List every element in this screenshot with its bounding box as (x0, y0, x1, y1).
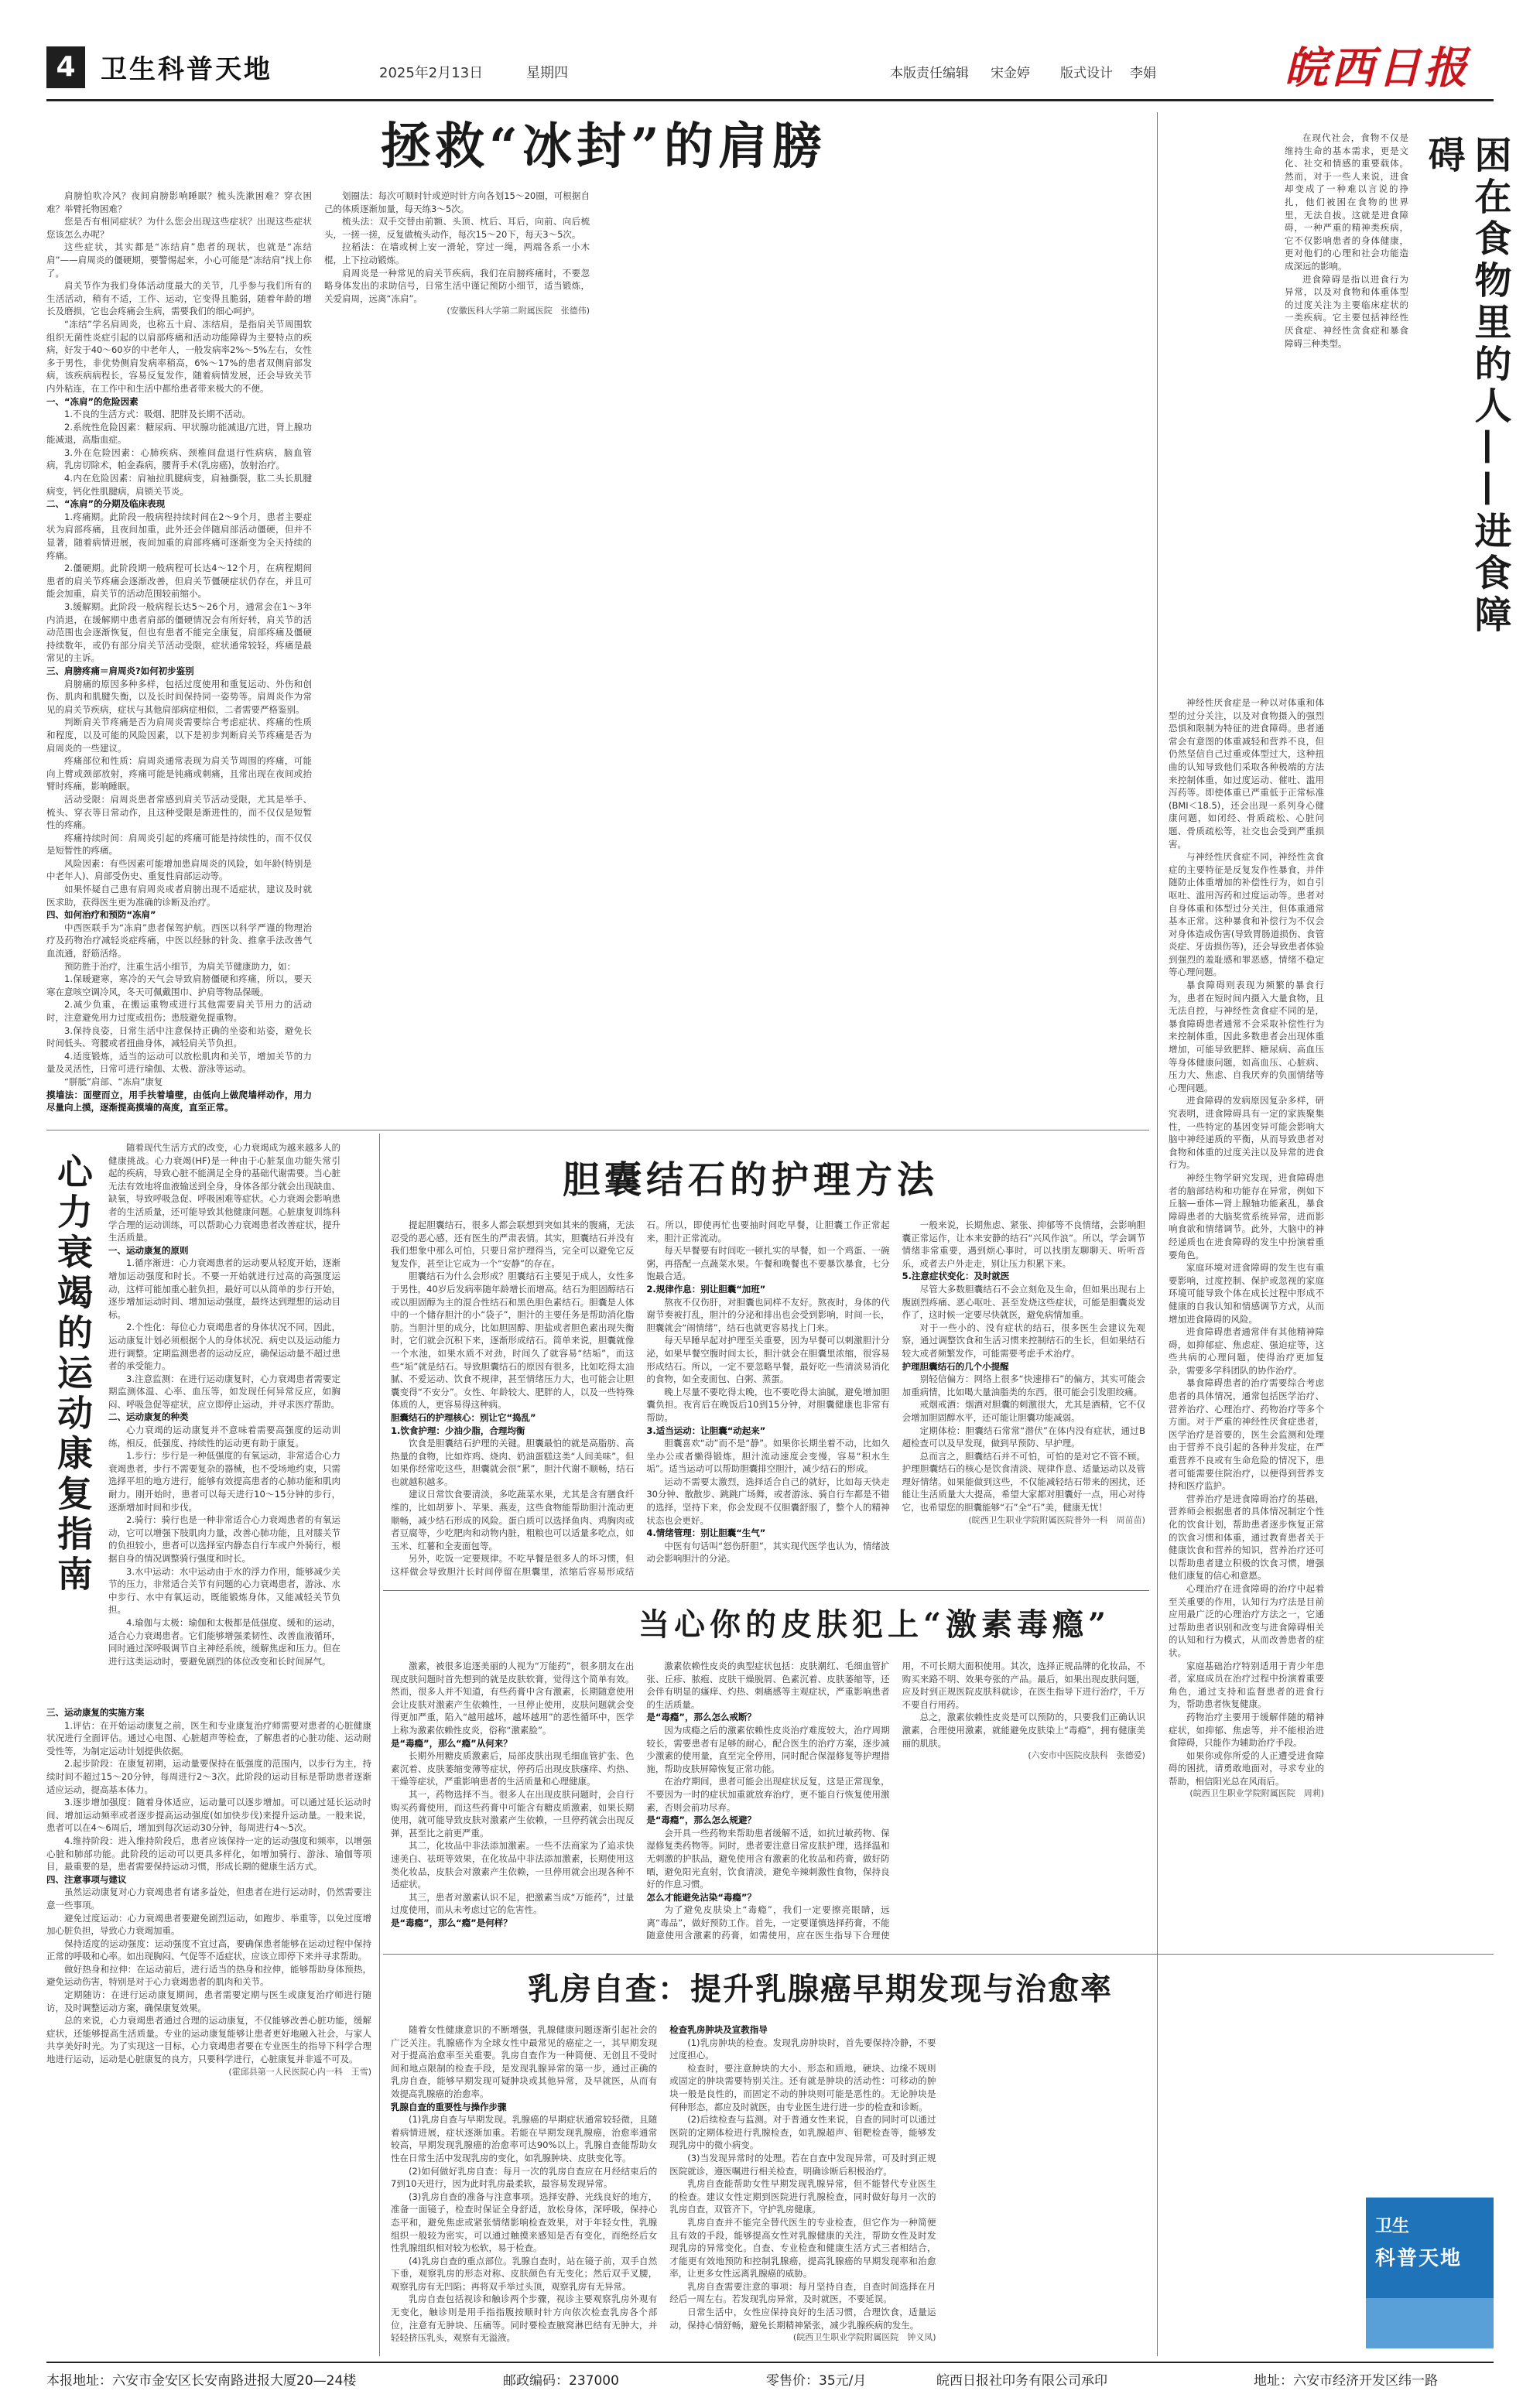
a1-para: 1.保暖避寒，寒冷的天气会导致肩膀僵硬和疼痛，所以，要天寒在意咳空调冷风，冬天可佩戴围巾、护肩等物品保暖。 (46, 973, 312, 997)
a5-para: 其二，化妆品中非法添加激素。一些不法商家为了追求快速美白、祛斑等效果，在化妆品中非法添加激素，长期使用这类化妆品，皮肤会对激素产生依赖，一旦停用就会出现各种不适症状。 (391, 1840, 635, 1890)
article-2-body (1285, 132, 1408, 689)
a1-para: 2.僵硬期。此阶段期一般病程可长达4～12个月，在病程期间患者的肩关节疼痛会逐渐改善，但肩关节僵硬症状仍存在，并且可能会加重，肩关节的活动范围较前缩小。 (46, 563, 312, 600)
a5-para: 会开具一些药物来帮助患者缓解不适，如抗过敏药物、保湿修复类药物等。同时，患者要注意日常皮肤护理，选择温和无刺激的护肤品，避免使用含有激素的化妆品和药膏，做好防晒，避免阳光直射，饮食清淡，避免辛辣刺激性食物，保持良好的作息习惯。 (646, 1827, 890, 1890)
a5-subheading: 是“毒瘾”，那么“瘾”从何来？ (391, 1737, 512, 1749)
a4-para: 熬夜不仅伤肝，对胆囊也同样不友好。熬夜时，身体的代谢节奏被打乱，胆汁的分泌和排出也会受到影响，时间一长，胆囊就会“闹情绪”，结石也就更容易找上门来。 (646, 1296, 890, 1333)
a6-subheading: 乳腺自查的重要性与操作步骤 (391, 2101, 507, 2112)
designer-name: 李娟 (1130, 66, 1156, 81)
a1-para: 您是否有相同症状？为什么您会出现这些症状？出现这些症状您该怎么办呢？ (46, 216, 312, 240)
article-1-title: 拯救“冰封”的肩膀 (381, 118, 826, 176)
designer-label: 版式设计 (1060, 66, 1113, 81)
a1-para: 肩周炎是一种常见的肩关节疾病，我们在肩膀疼痛时，不要忽略身体发出的求助信号，日常生活中谨记预防小细节，适当锻炼，关爱肩周，远离“冻肩”。 (324, 267, 590, 304)
a4-para: 戒烟戒酒：烟酒对胆囊的刺激很大，尤其是酒精，它不仅会增加胆固醇水平，还可能让胆囊功能减弱。 (902, 1399, 1145, 1423)
a6-para: (3)乳房自查的准备与注意事项。选择安静、光线良好的地方，准备一面镜子，检查时保证全身舒适，放松身体，深呼吸，保持心态平和，避免焦虑或紧张情绪影响检查效果，对于年轻女性，乳腺组织一般较为密实，可以通过触摸来感知是否有变化，而绝经后女性乳腺组织相对较为松软，易于检查。 (391, 2191, 658, 2254)
article-4-title: 胆囊结石的护理方法 (562, 1158, 939, 1202)
a2-para: 神经生物学研究发现，进食障碍患者的脑部结构和功能存在异常，例如下丘脑—垂体—肾上腺轴功能紊乱，暴食障碍患者的大脑奖赏系统异常，进而影响食欲和情绪调节。此外，大脑中的神经递质也在进食障碍的发生中扮演着重要角色。 (1169, 1172, 1324, 1260)
article-1-body (46, 190, 1145, 1118)
a1-para: 3.外在危险因素：心肺疾病、颈椎间盘退行性病病，脑血管病，乳房切除术，帕金森病，腰背手术(乳房癌)，放射治疗。 (46, 446, 312, 471)
a3-subheading: 一、运动康复的原则 (108, 1244, 189, 1256)
a4-para: 别轻信偏方：网络上很多“快速排石”的偏方，其实可能会加重病情，比如喝大量油脂类的东西，很可能会引发胆绞痛。 (902, 1373, 1145, 1397)
a1-para: 肩关节作为我们身体活动度最大的关节，几乎参与我们所有的生活活动，稍有不适，工作、运动，它变得且脆弱，随着年龄的增长及磨损，它也会疼痛会生病，需要我们的细心呵护。 (46, 280, 312, 317)
badge-decoration (1366, 2298, 1494, 2348)
a1-para: 1.疼痛期。此阶段一般病程持续时间在2～9个月，患者主要症状为肩部疼痛，且夜间加重，此外还会伴随肩部活动僵硬，但并不显著，随着病情进展，夜间加重的肩部疼痛可逐渐变为全天持续的疼痛。 (46, 511, 312, 561)
a3-para: 2.个性化：每位心力衰竭患者的身体状况不同，因此，运动康复计划必须根据个人的身体状况、病史以及运动能力进行调整。定期监测患者的运动反应，确保运动量不超过患者的承受能力。 (108, 1322, 341, 1372)
a3-para: 心力衰竭的运动康复并不意味着需要高强度的运动训练，相反，低强度、持续性的运动更有助于康复。 (108, 1425, 341, 1449)
a4-para: 每天早睡早起对护理至关重要，因为早餐可以刺激胆汁分泌，如果早餐空腹时间太长，胆汁就会在胆囊里浓缩，很容易形成结石。所以，一定不要忽略早餐，最好吃一些清淡易消化的食物，如全麦面包、白粥、蒸蛋。 (646, 1335, 890, 1385)
footer-printer-address: 地址：六安市经济开发区纬一路 (1254, 2373, 1438, 2389)
a1-subheading: 四、如何治疗和预防“冻肩” (46, 909, 156, 921)
a2-para: 神经性厌食症是一种以对体重和体型的过分关注，以及对食物摄入的强烈恐惧和限制为特征的进食障碍。患者通常会有意图的体重减轻和营养不良，但仍然坚信自己过重或体型过大，这种扭曲的认知导致他们采取各种极端的方法来控制体重，如过度运动、催吐、滥用泻药等。即使体重已严重低于正常标准(BMI＜18.5)，还会出现一系列身心健康问题，如闭经、骨质疏松、心脏问题、骨质疏松等，社交也会受到严重损害。 (1169, 697, 1324, 850)
a6-para: (2)后续检查与监测。对于普通女性来说，自查的同时可以通过医院的定期体检进行乳腺检查，如乳腺超声、钼靶检查等，能够发现乳房中的微小病变。 (669, 2114, 936, 2151)
a1-para: “胼胝”肩部、“冻肩”康复 (64, 1076, 163, 1087)
a6-para: 日常生活中，女性应保持良好的生活习惯，合理饮食，适量运动，保持心情舒畅，避免长期精神紧张，减少乳腺疾病的发生。 (669, 2307, 936, 2331)
a5-subheading: 是“毒瘾”，那么“瘾”是何样？ (391, 1917, 512, 1928)
a5-subheading: 是“毒瘾”，那么怎么规避？ (646, 1815, 756, 1826)
a2-para: 心理治疗在进食障碍的治疗中起着至关重要的作用，认知行为疗法是目前应用最广泛的心理治疗方法之一，它通过帮助患者识别和改变与进食障碍相关的认知和行为模式，从而改善患者的症状。 (1169, 1582, 1324, 1658)
article-6-author: (皖西卫生职业学院附属医院 钟义凤) (792, 2332, 936, 2343)
a1-para: 4.适度锻炼，适当的运动可以放松肌肉和关节，增加关节的力量及灵活性，日常可进行瑜伽、太极、游泳等运动。 (46, 1050, 312, 1075)
a6-para: (1)乳房自查与早期发现。乳腺癌的早期症状通常较轻微，且随着病情进展，症状逐渐加重。若能在早期发现乳腺癌，治愈率通常较高，早期发现乳腺癌的治愈率可达90%以上。乳腺自查能帮助女性在日常生活中发现乳房的变化，如乳腺肿块、皮肤变化等。 (391, 2114, 658, 2163)
a6-para: (3)当发现异常时的处理。若在自查中发现异常，可及时到正规医院就诊，遵医嘱进行相关检查，明确诊断后积极治疗。 (669, 2152, 936, 2177)
a6-para: 乳房自查并不能完全替代医生的专业检查，但它作为一种简便且有效的手段，能够提高女性对乳腺健康的关注，帮助女性及时发现乳房的异常变化。自查、专业检查和健康生活方式三者相结合，才能更有效地预防和控制乳腺癌，提高乳腺癌的早期发现率和治愈率，让更多女性远离乳腺癌的威胁。 (669, 2216, 936, 2280)
a1-para: 拉稻法：在墙或树上安一滑轮，穿过一绳，两端各系一小木棍，上下拉动锻炼。 (324, 241, 590, 265)
page-number: 4 (56, 51, 76, 83)
editor-label: 本版责任编辑 (890, 66, 969, 81)
article-1-author: (安徽医科大学第二附属医院 张德伟) (447, 306, 590, 316)
a1-para: 2.减少负重，在搬运重物或进行其他需要肩关节用力的活动时，注意避免用力过度或扭伤；患肢避免提重物。 (46, 999, 312, 1023)
a1-subheading: 一、“冻肩”的危险因素 (46, 395, 139, 407)
a4-para: 另外，吃饭一定要规律。不吃早餐是很多人的坏习惯，但这样做会导致胆汁长时间停留在胆囊里，浓缩后容易形成结石。所以，即使再忙也要抽时间吃早餐，让胆囊工作正常起来，胆汁正常流动。 (391, 1219, 890, 1578)
a2-para: 营养治疗是进食障碍治疗的基础，营养师会根据患者的具体情况制定个性化的饮食计划，帮助患者逐步恢复正常的饮食习惯和体重，通过教育患者关于健康饮食和营养的知识，营养治疗还可以帮助患者建立积极的饮食习惯，增强他们康复的信心和意愿。 (1169, 1493, 1324, 1582)
a1-para: 肩膀怕吹冷风？夜间肩膀影响睡眠？梳头洗漱困难？穿衣困难？举臂托物困难？ (46, 190, 312, 214)
a3-para: 总的来说，心力衰竭患者通过合理的运动康复，不仅能够改善心脏功能，缓解症状，还能够提高生活质量。专业的运动康复能够让患者更好地融入社会，与家人共享美好时光。为了实现这一目标，心力衰竭患者要在专业医生的指导下科学合理地进行运动，运动是心脏康复的良方，只要科学进行，心脏康复并非遥不可及。 (46, 2015, 371, 2065)
a1-subheading: 三、肩膀疼痛＝肩周炎?如何初步鉴别 (46, 665, 194, 676)
a4-para: 晚上尽量不要吃得太晚，也不要吃得太油腻，避免增加胆囊负担。夜宵后在晚饭后10到15分钟，对胆囊健康也非常有帮助。 (646, 1386, 890, 1423)
footer-rule (46, 2362, 1494, 2363)
article-5-title: 当心你的皮肤犯上“激素毒瘾” (638, 1606, 1111, 1643)
a5-para: 长期外用糖皮质激素后，局部皮肤出现毛细血管扩张、色素沉着、皮肤萎缩变薄等症状，停药后出现皮肤瘙痒、灼热、干燥等症状，严重影响患者的生活质量和心理健康。 (391, 1750, 635, 1787)
a6-para: 乳房自查需要注意的事项：每月坚持自查，自查时间选择在月经后一周左右。若发现乳房异常，及时就医，不要延误。 (669, 2280, 936, 2305)
a5-para: 在治疗期间，患者可能会出现症状反复，这是正常现象，不要因为一时的症状加重就放弃治疗，更不能自行恢复使用激素，否则会前功尽弃。 (646, 1776, 890, 1813)
a4-para: 对于一些小的、没有症状的结石，很多医生会建议先观察，通过调整饮食和生活习惯来控制结石的生长，但如果结石较大或者频繁发作，可能需要考虑手术治疗。 (902, 1322, 1145, 1359)
a2-para: 家庭基础治疗特别适用于青少年患者，家庭成员在治疗过程中扮演着重要角色，通过支持和监督患者的进食行为，帮助患者恢复健康。 (1169, 1660, 1324, 1710)
article-divider (383, 1954, 1494, 1955)
a6-para: 乳房自查包括视诊和触诊两个步骤，视诊主要观察乳房外观有无变化，触诊则是用手指指腹按顺时针方向依次检查乳房各个部位，注意有无肿块、压痛等。同时要检查腋窝淋巴结有无肿大，并轻轻挤压乳头，观察有无溢液。 (391, 2293, 658, 2344)
a2-para: 进食障碍患者通常伴有其他精神障碍，如抑郁症、焦虑症、强迫症等，这些共病的心理问题，使得治疗更加复杂，需要多学科团队的协作治疗。 (1169, 1326, 1324, 1376)
a5-para: 总之，激素依赖性皮炎是可以预防的，只要我们正确认识激素，合理使用激素，就能避免皮肤染上“毒瘾”，拥有健康美丽的肌肤。 (902, 1712, 1145, 1749)
a1-para: “冻结”学名肩周炎，也称五十肩、冻结肩，是指肩关节周围软组织无菌性炎症引起的以肩部疼痛和活动功能障碍为主要特点的疾病，好发于40～60岁的中老年人，一般发病率2%～5%左右，女性多于男性，非优势侧肩发病率稍高，6%～17%的患者双侧肩部发病，该疾病病程长，容易反复发作，随着病情发展，还会导致关节内外粘连，在工作中和生活中都给患者带来极大的不便。 (46, 318, 312, 394)
article-6-title: 乳房自查：提升乳腺癌早期发现与治愈率 (528, 1971, 1113, 2007)
a3-para: 2.骑行：骑行也是一种非常适合心力衰竭患者的有氧运动，它可以增强下肢肌肉力量，改善心肺功能，且对膝关节的负担较小，患者可以选择室内静态自行车或户外骑行，根据自身的情况调整骑行强度和时长。 (108, 1514, 341, 1564)
a3-para: 虽然运动康复对心力衰竭患者有诸多益处，但患者在进行运动时，仍然需要注意一些事项。 (46, 1886, 371, 1910)
a3-para: 3.水中运动：水中运动由于水的浮力作用，能够减少关节的压力，非常适合关节有问题的心力衰竭患者，游泳、水中步行、水中有氧运动，既能锻炼身体，又能减轻关节负担。 (108, 1565, 341, 1616)
a4-subheading: 4.情绪管理：别让胆囊“生气” (646, 1527, 766, 1539)
a4-para: 定期体检：胆囊结石常常“潜伏”在体内没有症状，通过B超检查可以及早发现，做到早预防、早护理。 (902, 1425, 1145, 1449)
a3-subheading: 三、运动康复的实施方案 (46, 1707, 145, 1718)
a4-subheading: 3.适当运动：让胆囊“动起来” (646, 1425, 766, 1436)
a3-para: 随着现代生活方式的改变，心力衰竭成为越来越多人的健康挑战。心力衰竭(HF)是一种由于心脏泵血功能失常引起的疾病，导致心脏不能满足全身的基础代谢需要。当心脏无法有效地将血液输送到全身，身体各部分就会出现缺血、缺氧，导致呼吸急促、呼吸困难等症状。心力衰竭会影响患者的生活质量，还可能导致其他健康问题。心脏康复训练科学合理的运动训练，可以帮助心力衰竭患者改善症状，提升生活质量。 (108, 1142, 341, 1243)
article-5-author: (六安市中医院皮肤科 张德爱) (1028, 1750, 1145, 1761)
a2-para: 如果你或你所爱的人正遭受进食障碍的困扰，请勇敢地面对，寻求专业的帮助，相信阳光总在风雨后。 (1169, 1750, 1324, 1787)
article-3-author: (霍邱县第一人民医院心内一科 王雪) (228, 2066, 371, 2077)
article-2-title: 困在食物里的人——进食障碍 (1422, 135, 1511, 637)
a5-para: 其三，患者对激素认识不足，把激素当成“万能药”，过量过度使用，而从未考虑过它的危害性。 (391, 1891, 635, 1916)
footer (46, 2369, 1494, 2393)
a6-subheading: 检查乳房肿块及宣教指导 (669, 2024, 768, 2035)
a5-subheading: 是“毒瘾”，那么怎么戒断？ (646, 1712, 756, 1723)
a1-para: 判断肩关节疼痛是否为肩周炎需要综合考虑症状、疼痛的性质和程度，以及可能的风险因素，以下是初步判断肩关节疼痛是否为肩周炎的一些建议。 (46, 717, 312, 754)
a1-para: 3.缓解期。此阶段一般病程长达5～26个月，通常会在1～3年内消退，在缓解期中患者肩部的僵硬情况会有所好转，肩关节的活动范围也会逐渐恢复，但也有患者不能完全康复，肩部疼痛及僵硬持续数年，或仍有部分肩关节活动受限，症状通常较轻，疼痛是最常见的主诉。 (46, 601, 312, 664)
a1-para: 划圈法：每次可顺时针或逆时针方向各划15～20圈，可根据自己的体质逐渐加量，每天练3～5次。 (324, 190, 590, 214)
a2-para: 暴食障碍则表现为频繁的暴食行为，患者在短时间内摄入大量食物，且无法自控，与神经性贪食症不同的是，暴食障碍患者通常不会采取补偿性行为来控制体重，因此多数患者会出现体重增加，可能导致肥胖、糖尿病、高血压等身体健康问题，如高血压、心脏病、压力大、焦虑、自我厌弃的负面情绪等心理问题。 (1169, 980, 1324, 1093)
a5-para: 激素依赖性皮炎的典型症状包括：皮肤潮红、毛细血管扩张、丘疹、脓疱、皮肤干燥脱屑、色素沉着、皮肤萎缩等，还会伴有明显的瘙痒、灼热、刺痛感等主观症状，严重影响患者的生活质量。 (646, 1661, 890, 1710)
a3-subheading: 二、运动康复的种类 (108, 1411, 189, 1423)
a4-para: 饮食是胆囊结石护理的关键。胆囊最怕的就是高脂肪、高热量的食物，比如炸鸡、烧肉、奶油蛋糕这类“人间美味”。但如果你经常吃这些，胆囊就会很“累”，胆汁代谢不顺畅，结石也就越积越多。 (391, 1438, 635, 1487)
a2-para: 暴食障碍患者的治疗需要综合考虑患者的具体情况，通常包括医学治疗、营养治疗、心理治疗、药物治疗等多个方面。对于严重的神经性厌食症患者，医学治疗是首要的，医生会监测和处理由于营养不良引起的各种并发症，在严重营养不良或有生命危险的情况下，患者可能需要住院治疗，以便得到营养支持和医疗监护。 (1169, 1377, 1324, 1492)
badge-line-2: 科普天地 (1375, 2247, 1463, 2270)
a4-para: 提起胆囊结石，很多人都会联想到突如其来的腹痛，无法忍受的恶心感，还有医生的严肃表情。其实，胆囊结石并没有我们想象中那么可怕，只要日常护理得当，完全可以避免它反复发作，甚至让它成为一个“安静”的存在。 (391, 1219, 635, 1269)
a1-subheading: 摸墙法：面壁而立，用手扶着墙壁，由低向上做爬墙样动作，用力尽量向上摸，逐渐提高摸墙的高度，直至正常。 (46, 1089, 312, 1113)
article-6-body (391, 2023, 1494, 2352)
a6-para: (4)乳房自查的重点部位。乳腺自查时，站在镜子前，双手自然下垂，观察乳房的形态对称、皮肤颜色有无变化；然后双手叉腰，观察乳房有无凹陷；再将双手举过头顶，观察乳房有无异常。 (391, 2255, 658, 2292)
a5-para: 为了避免皮肤染上“毒瘾”，我们一定要擦亮眼睛，远离“毒品”，做好预防工作。首先，一定要谨慎选择药膏，不能随意使用含激素的药膏，如需使用，应在医生指导下合理使用，不可长期大面积使用。其次，选择正规品牌的化妆品，不购买来路不明、效果夸张的产品。最后，如果出现皮肤问题，应及时到正规医院皮肤科就诊，在医生指导下进行治疗，千万不要自行用药。 (646, 1661, 1145, 1941)
issue-weekday: 星期四 (526, 65, 568, 81)
a3-para: 1.循序渐进：心力衰竭患者的运动要从轻度开始，逐渐增加运动强度和时长。不要一开始就进行过高的高强度运动，这样可能加重心脏负担，最好可以从简单的步行开始，逐步增加运动时间、增加运动强度，最终达到理想的运动目标。 (108, 1257, 341, 1320)
issue-date: 2025年2月13日 (379, 65, 484, 81)
footer-price: 零售价：35元/月 (766, 2373, 867, 2389)
a1-subheading: 二、“冻肩”的分期及临床表现 (46, 498, 166, 510)
a1-para: 活动受限：肩周炎患者常感到肩关节活动受限，尤其是举手、梳头、穿衣等日常动作，且这种受限是渐进性的，而不仅仅是短暂性的疼痛。 (46, 793, 312, 831)
a3-para: 定期随访：在进行运动康复期间，患者需要定期与医生或康复治疗师进行随访，及时调整运动方案，确保康复效果。 (46, 1989, 371, 2013)
a1-para: 肩膀痛的原因多种多样，包括过度使用和重复运动、外伤和创伤、肌肉和肌腱失衡，以及长时间保持同一姿势等。肩周炎作为常见的肩关节疾病，症状与其他肩部病症相似，二者需要严格鉴别。 (46, 678, 312, 715)
a1-para: 梳头法：双手交替由前额、头顶、枕后、耳后，向前、向后梳头，一搓一搓，反复做梳头动作，每次15～20下，每天3～5次。 (324, 216, 590, 240)
article-4-author: (皖西卫生职业学院附属医院普外一科 周苗苗) (968, 1514, 1145, 1525)
a3-subheading: 四、注意事项与建议 (46, 1873, 127, 1885)
a1-para: 4.内在危险因素：肩袖拉肌腱病变，肩袖撕裂，肱二头长肌腱病变，钙化性肌腱病，肩锁关节炎。 (46, 473, 312, 497)
a2-para: 在现代社会，食物不仅是维持生命的基本需求，更是文化、社交和情感的重要载体。然而，对于一些人来说，进食却变成了一种难以言说的挣扎，他们被困在食物的世界里，无法自拔。这就是进食障碍，一种严重的精神类疾病，它不仅影响患者的身体健康，更对他们的心理和社会功能造成深远的影响。 (1285, 132, 1408, 272)
newspaper-logo: 皖西日报 (1285, 43, 1470, 94)
a3-para: 2.起步阶段：在康复初期，运动量要保持在低强度的范围内，以步行为主，持续时间不超过15～20分钟，每周进行2～3次。此阶段的运动目标是帮助患者逐渐适应运动，提高基本体力。 (46, 1758, 371, 1795)
a4-subheading: 5.注意症状变化：及时就医 (902, 1271, 1010, 1282)
a6-para: (2)如何做好乳房自查：每月一次的乳房自查应在月经结束后的7到10天进行，因为此时乳房最柔软，最容易发现异常。 (391, 2165, 658, 2190)
a4-para: 一般来说，长期焦虑、紧张、抑郁等不良情绪，会影响胆囊正常运作，让本来安静的结石“兴风作浪”。所以，学会调节情绪非常重要，遇到烦心事时，可以找朋友聊聊天、听听音乐，或者去户外走走，别让压力积累下来。 (902, 1219, 1145, 1269)
a1-para: 疼痛持续时间：肩周炎引起的疼痛可能是持续性的，而不仅仅是短暂性的疼痛。 (46, 832, 312, 857)
a3-para: 4.维持阶段：进入维持阶段后，患者应该保持一定的运动强度和频率，以增强心脏和肺部功能。此阶段的运动可以更具多样化，如增加骑行、游泳、瑜伽等项目，最重要的是，患者需要保持运动习惯，形成长期的健康生活方式。 (46, 1835, 371, 1873)
footer-printer: 皖西日报社印务有限公司承印 (936, 2373, 1107, 2389)
section-badge (1366, 2198, 1494, 2348)
article-5-body (391, 1660, 1145, 1946)
a4-subheading: 胆囊结石的护理核心：别让它“捣乱” (391, 1411, 536, 1423)
a3-para: 做好热身和拉伸：在运动前后，进行适当的热身和拉伸，能够帮助身体预热，避免运动伤害，特别是对于心力衰竭患者的肌肉和关节。 (46, 1963, 371, 1988)
a2-para: 与神经性厌食症不同，神经性贪食症的主要特征是反复发作性暴食，并伴随防止体重增加的补偿性行为，如自引呕吐、滥用泻药和过度运动等。患者对自身体重和体型过分关注，但体重通常基本正常。这种暴食和补偿行为不仅会对身体造成伤害(导致胃肠道损伤、食管炎症、牙齿损伤等)，还会导致患者体验到强烈的羞耻感和罪恶感，情绪不稳定等心理问题。 (1169, 851, 1324, 978)
a6-para: (1)乳房肿块的检查。发现乳房肿块时，首先要保持冷静，不要过度担心。 (669, 2037, 936, 2061)
article-4-body (391, 1219, 1145, 1582)
article-2-body-cont (1169, 696, 1494, 2190)
a1-para: 1.不良的生活方式：吸烟、肥胖及长期不活动。 (64, 409, 251, 420)
a3-para: 3.注意监测：在进行运动康复时，心力衰竭患者需要定期监测体温、心率、血压等，如发现任何异常反应，如胸闷、呼吸急促等症状，应立即停止运动，并寻求医疗帮助。 (108, 1373, 341, 1410)
a5-para: 其一，药物选择不当。很多人在出现皮肤问题时，会自行购买药膏使用，而这些药膏中可能含有糖皮质激素，如果长期使用，就可能导致皮肤对激素产生依赖，一旦停药就会出现反弹，甚至比之前更严重。 (391, 1788, 635, 1838)
a4-para: 中医有句话叫“怒伤肝胆”，其实现代医学也认为，情绪波动会影响胆汁的分泌。 (646, 1540, 890, 1565)
footer-address: 本报地址：六安市金安区长安南路进报大厦20—24楼 (46, 2373, 357, 2389)
a6-para: 随着女性健康意识的不断增强，乳腺健康问题逐渐引起社会的广泛关注。乳腺癌作为全球女性中最常见的癌症之一，其早期发现对于提高治愈率至关重要。乳房自查作为一种简便、无创且不受时间和地点限制的检查手段，是发现乳腺异常的第一步，通过正确的乳房自查，能够早期发现可疑肿块或其他异常，及早就医，从而有效提高乳腺癌的治愈率。 (391, 2024, 658, 2099)
footer-postcode: 邮政编码：237000 (503, 2373, 619, 2389)
a4-subheading: 1.饮食护理：少油少脂，合理均衡 (391, 1425, 525, 1436)
a3-para: 保持适度的运动强度：运动强度不宜过高，要确保患者能够在运动过程中保持正常的呼吸和心率。如出现胸闷、气促等不适症状，应该立即停下来并寻求帮助。 (46, 1938, 371, 1962)
a1-para: 疼痛部位和性质：肩周炎通常表现为肩关节周围的疼痛，可能向上臂或颈部放射，疼痛可能是钝痛或刺痛，且常出现在夜间或抬臂时疼痛，影响睡眠。 (46, 755, 312, 792)
a4-para: 胆囊结石为什么会形成？胆囊结石主要见于成人，女性多于男性，40岁后发病率随年龄增长而增高。结石为胆固醇结石或以胆固醇为主的混合性结石和黑色胆色素结石。胆囊是人体中的一个储存胆汁的小“袋子”，胆汁的主要任务是帮助消化脂肪。当胆汁里的成分，比如胆固醇、胆盐或者胆色素出现失衡时，它们就会沉积下来，逐渐形成结石。简单来说，胆囊就像一个水池，如果水质不对劲，时间久了就容易“结垢”，而这些“垢”就是结石。导致胆囊结石的原因有很多，比如吃得太油腻、不爱运动、饮食不规律，甚至情绪压力大，也可能会让胆囊变得“不安分”。女性、年龄较大、肥胖的人，以及一些特殊体质的人，更容易得这种病。 (391, 1271, 635, 1411)
article-3-title: 心力衰竭的运动康复指南 (52, 1153, 94, 1596)
a5-para: 激素，被很多追逐美丽的人视为“万能药”，很多朋友在出现皮肤问题时首先想到的就是皮肤软膏，觉得这个简单有效。然而，很多人并不知道，有些药膏中含有激素，长期随意使用会让皮肤对激素产生依赖性，一旦停止使用，皮肤问题就会变得更加严重，陷入“越用越坏，越坏越用”的恶性循环中，医学上称为激素依赖性皮炎，俗称“激素脸”。 (391, 1661, 635, 1736)
a3-para: 3.逐步增加强度：随着身体适应，运动量可以逐步增加。可以通过延长运动时间、增加运动频率或者逐步提高运动强度(如加快步伐)来提升运动量。一般来说，患者可以在4～6周后，增加到每次运动30分钟，每周进行4～5次。 (46, 1797, 371, 1834)
a2-para: 药物治疗主要用于缓解伴随的精神症状，如抑郁、焦虑等，并不能根治进食障碍，只能作为辅助治疗手段。 (1169, 1711, 1324, 1749)
editor-name: 宋金婷 (991, 66, 1030, 81)
masthead (46, 39, 1494, 93)
a6-para: 检查时，要注意肿块的大小、形态和质地，硬块、边缘不规则或固定的肿块需要特别关注。还有就是肿块的活动性：可移动的肿块一般是良性的，而固定不动的肿块则可能是恶性的。无论肿块是何种形态，都应及时就医，由专业医生进行进一步的检查和诊断。 (669, 2062, 936, 2112)
a2-para: 家庭环境对进食障碍的发生也有重要影响，过度控制、保护或忽视的家庭环境可能导致个体在成长过程中形成不健康的自我认知和情感调节方式，从而增加进食障碍的风险。 (1169, 1262, 1324, 1325)
a5-para: 因为成瘾之后的激素依赖性皮炎治疗难度较大，治疗周期较长，需要患者有足够的耐心，配合医生的治疗方案，逐步减少激素的使用量，直至完全停用，同时配合保湿修复等护理措施，帮助皮肤屏障恢复正常功能。 (646, 1724, 890, 1774)
a4-para: 运动不需要太激烈，选择适合自己的就好，比如每天快走30分钟、散散步、跳跳广场舞，或者游泳、骑自行车都是不错的选择，坚持下来，你会发现不仅胆囊舒服了，整个人的精神状态也会更好。 (646, 1476, 890, 1526)
section-title: 卫生科普天地 (101, 54, 272, 85)
a4-para: 尽管大多数胆囊结石不会立刻危及生命，但如果出现右上腹剧烈疼痛、恶心呕吐、甚至发烧这些症状，可能是胆囊炎发作了，这时候一定要尽快就医，避免病情加重。 (902, 1283, 1145, 1321)
a1-para: 中西医联手为“冻肩”患者保驾护航。西医以科学严谨的物理治疗及药物治疗减轻炎症疼痛，中医以经脉的针灸、推拿手法改善气血流通，舒筋活络。 (46, 922, 312, 959)
a3-para: 1.评估：在开始运动康复之前，医生和专业康复治疗师需要对患者的心脏健康状况进行全面评估。通过心电图、心脏超声等检查，了解患者的心脏功能、运动耐受性等，为制定运动计划提供依据。 (46, 1719, 371, 1756)
a6-para: 乳房自查能帮助女性早期发现乳腺异常，但不能替代专业医生的检查。建议女性定期到医院进行乳腺检查，同时做好每月一次的乳房自查，双管齐下，守护乳房健康。 (669, 2178, 936, 2215)
a1-para: 3.保持良姿，日常生活中注意保持正确的坐姿和站姿，避免长时间低头、弯腰或者扭曲身体，减轻肩关节负担。 (46, 1024, 312, 1049)
a1-para: 这些症状，其实都是“冻结肩”患者的现状，也就是“冻结肩”——肩周炎的僵硬期，要警惕起来，小心可能是“冻结肩”找上你了。 (46, 241, 312, 279)
a1-para: 如果怀疑自己患有肩周炎或者肩膀出现不适症状，建议及时就医求助，获得医生更为准确的诊断及治疗。 (46, 884, 312, 908)
column-divider (1157, 112, 1158, 2356)
masthead-rule (46, 99, 1494, 101)
a2-para: 进食障碍是指以进食行为异常，以及对食物和体重体型的过度关注为主要临床症状的一类疾病。它主要包括神经性厌食症、神经性贪食症和暴食障碍三种类型。 (1285, 273, 1408, 349)
badge-line-1: 卫生 (1375, 2217, 1410, 2236)
a1-para: 预防胜于治疗，注重生活小细节，为肩关节健康助力，如： (64, 960, 296, 972)
a4-para: 总而言之，胆囊结石并不可怕，可怕的是对它不管不顾。护理胆囊结石的核心是饮食清淡、规律作息、适量运动以及管理好情绪。如果能做到这些，不仅能减轻结石带来的困扰，还能让生活质量大大提高，希望大家都对胆囊好一点，用心对待它，也希望您的胆囊能够“石”全“石”美，健康无忧！ (902, 1450, 1145, 1514)
a2-para: 进食障碍的发病原因复杂多样，研究表明，进食障碍具有一定的家族聚集性，一些特定的基因变异可能会影响大脑中神经递质的平衡，从而导致患者对食物和体重的过度关注以及异常的进食行为。 (1169, 1095, 1324, 1171)
a4-subheading: 护理胆囊结石的几个小提醒 (902, 1360, 1009, 1372)
a3-para: 避免过度运动：心力衰竭患者要避免剧烈运动，如跑步、举重等，以免过度增加心脏负担，导致心力衰竭加重。 (46, 1912, 371, 1937)
article-divider (383, 1590, 1149, 1591)
a1-para: 风险因素：有些因素可能增加患肩周炎的风险，如年龄(特别是中老年人)、肩部受伤史、重复性肩部运动等。 (46, 857, 312, 882)
a4-subheading: 2.规律作息：别让胆囊“加班” (646, 1283, 766, 1295)
a4-para: 建议日常饮食要清淡，多吃蔬菜水果，尤其是含有膳食纤维的，比如胡萝卜、苹果、燕麦，这些食物能帮助胆汁流动更顺畅，减少结石形成的风险。蛋白质可以选择鱼肉、鸡胸肉或者豆腐等，少吃肥肉和动物内脏，粗粮也可以适量多吃点，如玉米、红薯和全麦面包等。 (391, 1489, 635, 1551)
article-2-author: (皖西卫生职业学院附属医院 周莉) (1189, 1788, 1324, 1799)
a3-para: 4.瑜伽与太极：瑜伽和太极都是低强度、缓和的运动，适合心力衰竭患者。它们能够增强柔韧性、改善血液循环，同时通过深呼吸调节自主神经系统，缓解焦虑和压力。但在进行这类运动时，要避免剧烈的体位改变和长时间屏气。 (108, 1616, 341, 1667)
a4-para: 每天早餐要有时间吃一顿扎实的早餐，如一个鸡蛋、一碗粥，再搭配一点蔬菜水果。午餐和晚餐也不要暴饮暴食，七分饱最合适。 (646, 1245, 890, 1282)
a5-subheading: 怎么才能避免沾染“毒瘾”？ (646, 1891, 756, 1903)
a1-para: 2.系统性危险因素：糖尿病、甲状腺功能减退/亢进，肾上腺功能减退，高脂血症。 (46, 421, 312, 446)
article-3-body-cont (46, 1706, 371, 2356)
a4-para: 胆囊喜欢“动”而不是“静”。如果你长期坐着不动，比如久坐办公或者懒得锻炼，胆汁流动速度会变慢，容易“积水生垢”。适当运动可以帮助胆囊排空胆汁，减少结石的形成。 (646, 1438, 890, 1475)
a3-para: 1.步行：步行是一种低强度的有氧运动，非常适合心力衰竭患者，步行不需要复杂的器械，也不受场地约束，只需选择平坦的地方进行，能够有效提高患者的心肺功能和肌肉耐力。刚开始时，患者可以每天进行10～15分钟的步行，逐渐增加时间和步伐。 (108, 1450, 341, 1513)
column-divider (379, 1134, 380, 2356)
